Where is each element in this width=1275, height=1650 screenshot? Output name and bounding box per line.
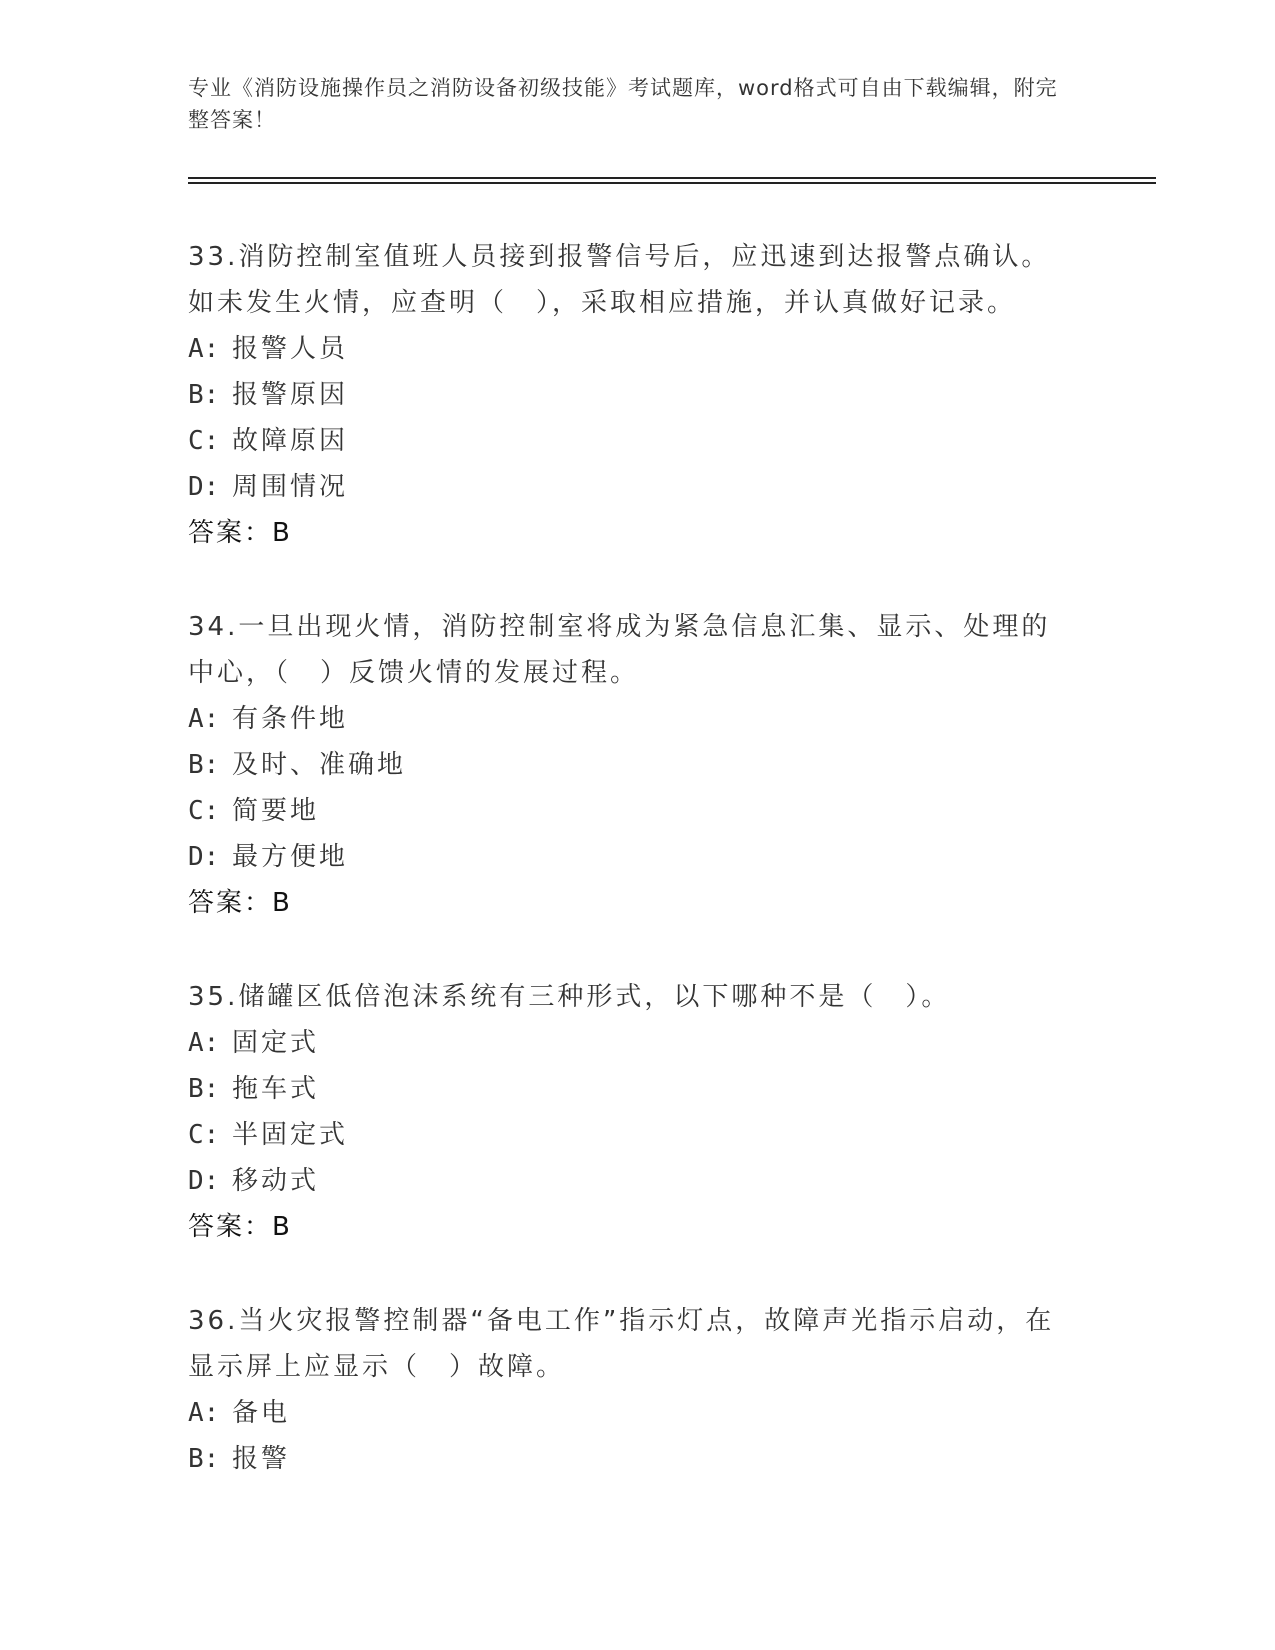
option-text: 简要地 [232, 796, 320, 826]
answer-label: 答案： [188, 518, 273, 548]
option-text: 半固定式 [232, 1120, 349, 1150]
answer-line [188, 1204, 1078, 1250]
option-label: A: [188, 704, 220, 734]
option-b [188, 372, 1078, 418]
option-d [188, 464, 1078, 510]
option-label: D: [188, 472, 220, 502]
question-34 [188, 604, 1078, 926]
option-text: 报警 [232, 1444, 291, 1474]
header-divider-top [188, 177, 1156, 179]
option-text: 周围情况 [232, 472, 349, 502]
option-c [188, 788, 1078, 834]
question-stem: 34.一旦出现火情，消防控制室将成为紧急信息汇集、显示、处理的中心，（ ）反馈火情的发展过程。 [188, 612, 1051, 688]
option-label: C: [188, 426, 220, 456]
answer-value: B [272, 888, 290, 918]
option-b [188, 1066, 1078, 1112]
option-label: B: [188, 750, 220, 780]
option-label: C: [188, 796, 220, 826]
option-d [188, 1158, 1078, 1204]
option-text: 最方便地 [232, 842, 349, 872]
option-label: B: [188, 1074, 220, 1104]
answer-value: B [272, 518, 290, 548]
option-text: 移动式 [232, 1166, 320, 1196]
header-divider-bottom [188, 182, 1156, 184]
question-stem: 33.消防控制室值班人员接到报警信号后，应迅速到达报警点确认。如未发生火情，应查明（ ），采取相应措施，并认真做好记录。 [188, 242, 1051, 318]
document-header [188, 72, 1068, 136]
question-stem: 35.储罐区低倍泡沫系统有三种形式，以下哪种不是（ ）。 [188, 982, 951, 1012]
option-text: 报警原因 [232, 380, 349, 410]
option-label: D: [188, 842, 220, 872]
answer-value: B [272, 1212, 290, 1242]
question-stem: 36.当火灾报警控制器“备电工作”指示灯点，故障声光指示启动，在显示屏上应显示（ ）故障。 [188, 1306, 1055, 1382]
option-label: B: [188, 380, 220, 410]
question-35 [188, 974, 1078, 1250]
option-a [188, 1020, 1078, 1066]
option-d [188, 834, 1078, 880]
option-b [188, 1436, 1078, 1482]
answer-label: 答案： [188, 1212, 273, 1242]
option-text: 故障原因 [232, 426, 349, 456]
option-text: 报警人员 [232, 334, 349, 364]
option-text: 及时、准确地 [232, 750, 407, 780]
option-a [188, 696, 1078, 742]
option-text: 有条件地 [232, 704, 349, 734]
option-a [188, 326, 1078, 372]
option-label: A: [188, 1398, 220, 1428]
option-a [188, 1390, 1078, 1436]
option-b [188, 742, 1078, 788]
option-label: B: [188, 1444, 220, 1474]
answer-label: 答案： [188, 888, 273, 918]
option-text: 拖车式 [232, 1074, 320, 1104]
question-33 [188, 234, 1078, 556]
option-c [188, 418, 1078, 464]
option-label: A: [188, 1028, 220, 1058]
question-36 [188, 1298, 1078, 1482]
option-text: 备电 [232, 1398, 291, 1428]
header-title: 专业《消防设施操作员之消防设备初级技能》考试题库，word格式可自由下载编辑，附完整答案！ [188, 76, 1058, 132]
answer-line [188, 510, 1078, 556]
option-c [188, 1112, 1078, 1158]
question-list [188, 234, 1078, 1530]
answer-line [188, 880, 1078, 926]
option-text: 固定式 [232, 1028, 320, 1058]
option-label: A: [188, 334, 220, 364]
option-label: D: [188, 1166, 220, 1196]
option-label: C: [188, 1120, 220, 1150]
